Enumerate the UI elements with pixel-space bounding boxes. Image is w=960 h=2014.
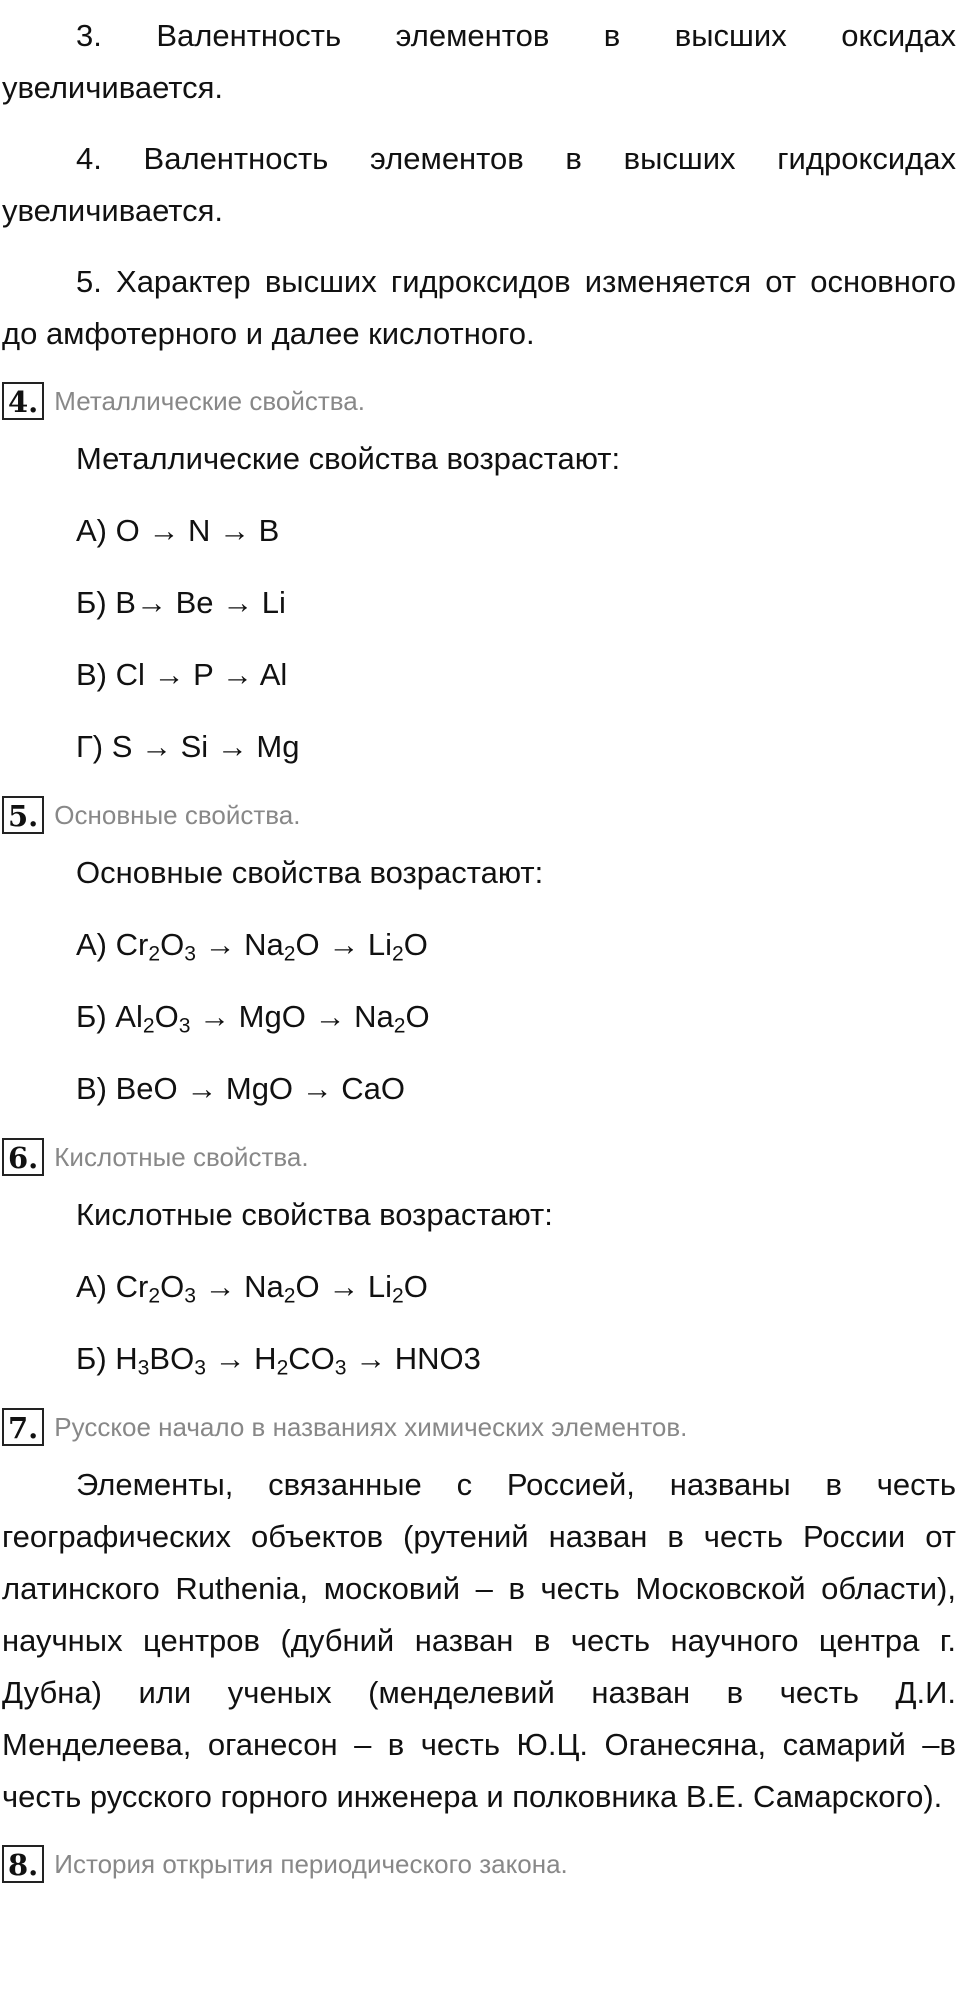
formula-subscript: 2 xyxy=(393,1014,406,1038)
task-6-title: Кислотные свойства. xyxy=(54,1141,309,1172)
task-8-header xyxy=(2,1842,956,1886)
formula-text: Б) H xyxy=(76,1341,138,1376)
task-7-title: Русское начало в названиях химических элементов. xyxy=(54,1411,688,1442)
task-4-item-a: А) O → N → B xyxy=(76,513,280,548)
formula-text: O xyxy=(403,1269,428,1304)
task-5-item-b xyxy=(2,991,956,1043)
formula-subscript: 3 xyxy=(334,1356,347,1380)
formula-text: O xyxy=(154,999,179,1034)
task-6-header xyxy=(2,1135,956,1179)
formula-text: BO xyxy=(149,1341,195,1376)
formula-text: А) Cr xyxy=(76,1269,149,1304)
task-4-number-badge: 4. xyxy=(2,382,44,420)
formula-text: Б) Al xyxy=(76,999,143,1034)
formula-text: O → Li xyxy=(295,1269,392,1304)
task-4-lead: Металлические свойства возрастают: xyxy=(76,441,621,476)
task-7-header xyxy=(2,1405,956,1449)
formula-subscript: 3 xyxy=(184,942,196,966)
formula-text: → H xyxy=(205,1341,277,1376)
task-4-item-b: Б) B→ Be → Li xyxy=(76,585,286,620)
formula-subscript: 3 xyxy=(137,1356,150,1380)
formula-text: А) Cr xyxy=(76,927,149,962)
task-5-number-badge: 5. xyxy=(2,796,44,834)
formula-text: → Na xyxy=(195,927,284,962)
formula-subscript: 3 xyxy=(184,1284,196,1308)
formula-text: O xyxy=(403,927,428,962)
task-7-number-badge: 7. xyxy=(2,1408,44,1446)
formula-text: В) BeO → MgO → CaO xyxy=(76,1071,406,1106)
formula-subscript: 3 xyxy=(178,1014,191,1038)
formula-text: CO xyxy=(288,1341,335,1376)
task-4-header xyxy=(2,379,956,423)
task-5-title: Основные свойства. xyxy=(54,799,301,830)
paragraph-4: 4. Валентность элементов в высших гидроксидах увеличивается. xyxy=(2,141,956,228)
formula-text: O xyxy=(160,927,185,962)
formula-text: → Na xyxy=(195,1269,284,1304)
paragraph-3: 3. Валентность элементов в высших оксидах увеличивается. xyxy=(2,18,956,105)
formula-text: O → Li xyxy=(295,927,392,962)
formula-subscript: 3 xyxy=(194,1356,206,1380)
task-5-header xyxy=(2,793,956,837)
formula-text: O xyxy=(405,999,430,1034)
task-6-item-b xyxy=(2,1333,956,1385)
formula-subscript: 2 xyxy=(283,1284,296,1308)
paragraph-5: 5. Характер высших гидроксидов изменяется от основного до амфотерного и далее кислотного. xyxy=(2,264,956,351)
task-6-lead: Кислотные свойства возрастают: xyxy=(76,1197,553,1232)
formula-text: → MgO → Na xyxy=(190,999,394,1034)
formula-subscript: 2 xyxy=(276,1356,289,1380)
task-4-title: Металлические свойства. xyxy=(54,385,365,416)
formula-subscript: 2 xyxy=(283,942,296,966)
task-4-item-d: Г) S → Si → Mg xyxy=(76,729,300,764)
formula-subscript: 2 xyxy=(142,1014,155,1038)
task-6-item-a xyxy=(2,1261,956,1313)
formula-text: → HNO3 xyxy=(346,1341,481,1376)
task-5-item-a xyxy=(2,919,956,971)
task-8-number-badge: 8. xyxy=(2,1845,44,1883)
formula-subscript: 2 xyxy=(148,942,161,966)
formula-text: O xyxy=(160,1269,185,1304)
task-8-title: История открытия периодического закона. xyxy=(54,1848,568,1879)
task-6-number-badge: 6. xyxy=(2,1138,44,1176)
formula-subscript: 2 xyxy=(148,1284,161,1308)
task-5-item-c xyxy=(2,1063,956,1115)
formula-subscript: 2 xyxy=(391,942,404,966)
formula-subscript: 2 xyxy=(391,1284,404,1308)
task-7-body: Элементы, связанные с Россией, названы в честь географических объектов (рутений назван в честь России от латинского Ruthenia, московий – в честь Московской области), научных центров (дубний назван в честь научного центра г. Дубна) или ученых (менделевий назван в честь Д.И. Менделеева, оганесон – в честь Ю.Ц. Оганесяна, самарий –в честь русского горного инженера и полковника В.Е. Самарского). xyxy=(2,1467,956,1814)
task-5-lead: Основные свойства возрастают: xyxy=(76,855,544,890)
task-4-item-c: В) Cl → P → Al xyxy=(76,657,288,692)
